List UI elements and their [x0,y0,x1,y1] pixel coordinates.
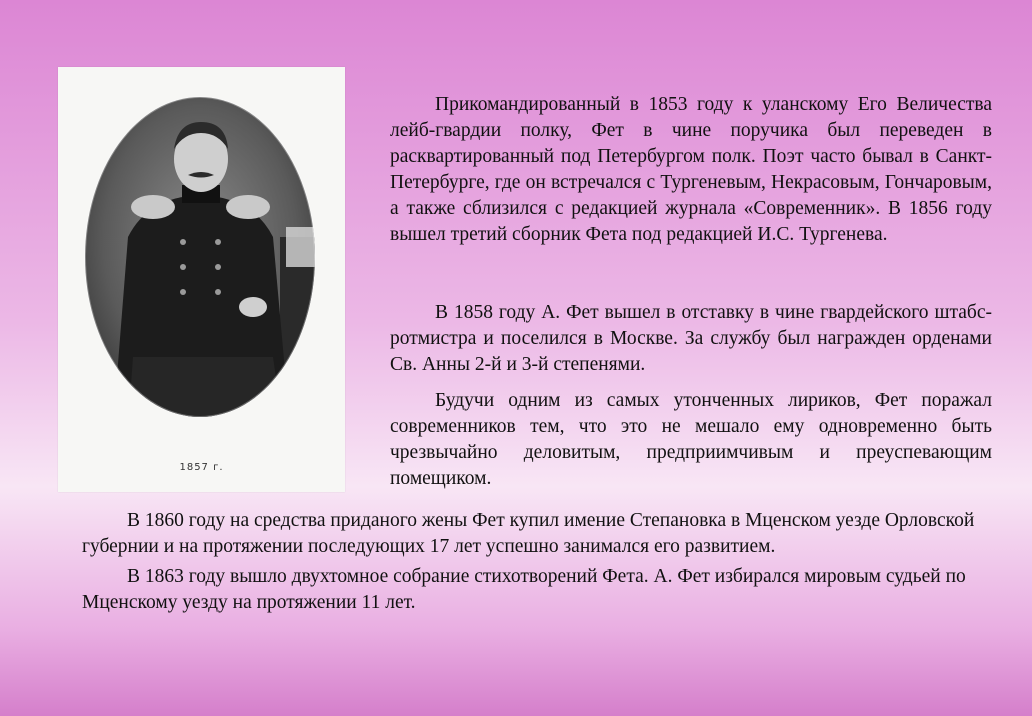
paragraph-5: В 1863 году вышло двухтомное собрание стихотворений Фета. А. Фет избирался мировым судьей по Мценскому уезду на протяжении 11 лет. [82,566,966,613]
paragraph-3: Будучи одним из самых утонченных лириков, Фет поражал современников тем, что это не мешало ему одновременно быть чрезвычайно деловитым, предприимчивым и преуспевающим помещиком. [390,390,992,489]
paragraph-4: В 1860 году на средства приданого жены Фет купил имение Степановка в Мценском уезде Орловской губернии и на протяжении последующих 17 лет успешно занимался его развитием. [82,510,975,557]
portrait-image [58,67,345,492]
portrait-photo [58,67,345,492]
paragraph-2: В 1858 году А. Фет вышел в отставку в чине гвардейского штабс-ротмистра и поселился в Москве. За службу был награжден орденами Св. Анны 2-й и 3-й степенями. [390,302,992,375]
paragraph-1: Прикомандированный в 1853 году к уланскому Его Величества лейб-гвардии полку, Фет в чине поручика был переведен в расквартированный под Петербургом полк. Поэт часто бывал в Санкт-Петербурге, где он встречался с Тургеневым, Некрасовым, Гончаровым, а также сблизился с редакцией журнала «Современник». В 1856 году вышел третий сборник Фета под редакцией И.С. Тургенева. [390,94,992,245]
photo-caption: 1857 г. [179,462,224,473]
